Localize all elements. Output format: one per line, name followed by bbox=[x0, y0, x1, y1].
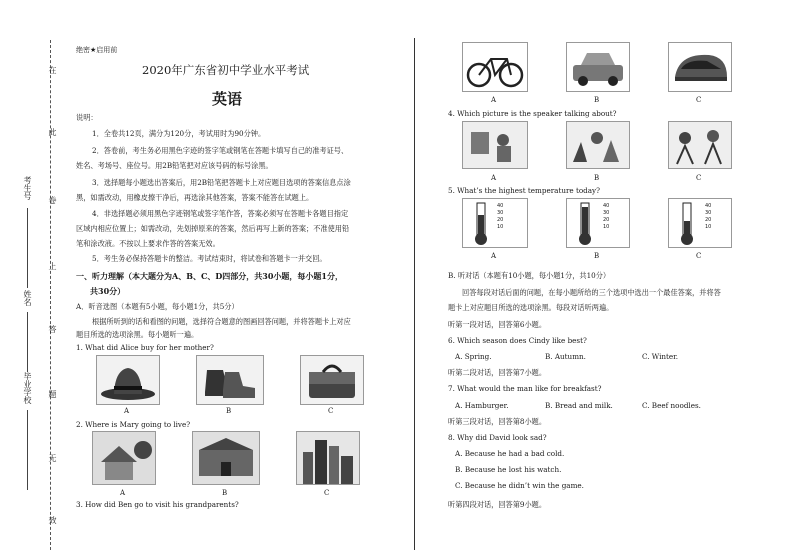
option-label: C bbox=[696, 174, 702, 182]
bag-image bbox=[300, 355, 364, 405]
taxi-image bbox=[566, 42, 630, 92]
option-label: A bbox=[491, 96, 497, 104]
part1-heading: 一、听力理解（本大题分为A、B、C、D四部分，共30小题，每小题1分， bbox=[76, 271, 343, 281]
thermo-mark: 10 bbox=[497, 224, 504, 230]
sectionA-desc: 题目所选的选项涂黑。每小题听一遍。 bbox=[76, 330, 199, 339]
subject-title: 英语 bbox=[212, 90, 243, 108]
school-image bbox=[192, 431, 260, 485]
option-label: B bbox=[594, 252, 600, 260]
city-image bbox=[296, 431, 360, 485]
binding-mark: 题 bbox=[48, 390, 57, 398]
exam-title: 2020年广东省初中学业水平考试 bbox=[142, 63, 310, 77]
option-label: B bbox=[222, 489, 228, 497]
option-label: B bbox=[226, 407, 232, 415]
q6-option: A. Spring. bbox=[455, 352, 492, 361]
part1-heading-2: 共30分） bbox=[90, 286, 126, 296]
dialogue-instruction: 听第二段对话，回答第7小题。 bbox=[448, 368, 547, 377]
option-label: B bbox=[594, 96, 600, 104]
sectionB-desc: 题卡上对应题目所选的选项涂黑。每段对话听两遍。 bbox=[448, 303, 614, 312]
q6-option: C. Winter. bbox=[642, 352, 679, 361]
sectionA-desc: 根据所听到的话和看图的问题，选择符合题意的图画回答问题，并将答题卡上对应 bbox=[92, 317, 351, 326]
binding-mark: 此 bbox=[48, 128, 57, 136]
question-5: 5. What’s the highest temperature today? bbox=[448, 186, 600, 195]
question-1: 1. What did Alice buy for her mother? bbox=[76, 343, 214, 352]
thermo-mark: 40 bbox=[705, 203, 712, 209]
thermo-mark: 20 bbox=[705, 217, 712, 223]
option-label: C bbox=[696, 96, 702, 104]
instruction-line: 黑，如需改动，用橡皮擦干净后，再选涂其他答案，答案不能答在试题上。 bbox=[76, 193, 314, 202]
q7-option: B. Bread and milk. bbox=[545, 401, 613, 410]
instruction-line: 3．选择题每小题选出答案后，用2B铅笔把答题卡上对应题目选项的答案信息点涂 bbox=[92, 178, 351, 187]
option-label: C bbox=[324, 489, 330, 497]
sectionB-desc: 回答每段对话后面的问题，在每小题所给的三个选项中选出一个最佳答案，并将答 bbox=[462, 288, 721, 297]
school-field bbox=[27, 410, 28, 490]
dialogue-instruction: 听第一段对话，回答第6小题。 bbox=[448, 320, 547, 329]
thermo-mark: 10 bbox=[705, 224, 712, 230]
question-4: 4. Which picture is the speaker talking about? bbox=[448, 109, 617, 118]
instruction-line: 1．全卷共12页，满分为120分，考试用时为90分钟。 bbox=[92, 129, 266, 138]
thermo-mark: 10 bbox=[603, 224, 610, 230]
option-label: C bbox=[328, 407, 334, 415]
sectionB-heading: B. 听对话（本题有10小题，每小题1分，共10分） bbox=[448, 271, 611, 280]
option-label: B bbox=[594, 174, 600, 182]
thermo-mark: 20 bbox=[497, 217, 504, 223]
question-6: 6. Which season does Cindy like best? bbox=[448, 336, 587, 345]
thermometer-a-image bbox=[462, 198, 528, 248]
binding-mark: 上 bbox=[48, 262, 57, 270]
q8-option: C. Because he didn’t win the game. bbox=[455, 481, 584, 490]
exam-no-label: 考生号 bbox=[23, 176, 32, 200]
train-image bbox=[668, 42, 732, 92]
thermometer-c-image bbox=[668, 198, 732, 248]
question-8: 8. Why did David look sad? bbox=[448, 433, 547, 442]
instruction-line: 2．答卷前，考生务必用黑色字迹的签字笔或钢笔在答题卡填写自己的准考证号、 bbox=[92, 146, 349, 155]
house-image bbox=[92, 431, 156, 485]
instruction-line: 姓名、考场号、座位号。用2B铅笔把对应该号码的标号涂黑。 bbox=[76, 161, 273, 170]
name-label: 姓名 bbox=[23, 290, 32, 306]
thermo-mark: 30 bbox=[497, 210, 504, 216]
option-label: A bbox=[124, 407, 130, 415]
instruction-line: 4．非选择题必须用黑色字迹钢笔或签字笔作答，答案必须写在答题卡各题目指定 bbox=[92, 209, 349, 218]
dialogue-instruction: 听第四段对话，回答第9小题。 bbox=[448, 500, 547, 509]
binding-mark: 效 bbox=[48, 516, 57, 524]
bicycle-image bbox=[462, 42, 528, 92]
binding-line bbox=[50, 40, 51, 550]
q8-option: A. Because he had a bad cold. bbox=[455, 449, 565, 458]
binding-mark: 卷 bbox=[48, 196, 57, 204]
question-2: 2. Where is Mary going to live? bbox=[76, 420, 191, 429]
name-field bbox=[27, 312, 28, 372]
scene-b-image bbox=[566, 121, 630, 169]
scene-a-image bbox=[462, 121, 528, 169]
hat-image bbox=[96, 355, 160, 405]
thermometer-b-image bbox=[566, 198, 630, 248]
thermo-mark: 40 bbox=[603, 203, 610, 209]
thermo-mark: 40 bbox=[497, 203, 504, 209]
sectionA-heading: A．听音选图（本题有5小题，每小题1分，共5分） bbox=[76, 302, 239, 311]
binding-mark: 无 bbox=[48, 454, 57, 462]
secret-label: 绝密★启用前 bbox=[76, 46, 118, 54]
q7-option: C. Beef noodles. bbox=[642, 401, 701, 410]
scene-c-image bbox=[668, 121, 732, 169]
instruction-line: 笔和涂改液。不按以上要求作答的答案无效。 bbox=[76, 239, 220, 248]
binding-mark: 答 bbox=[48, 325, 57, 333]
column-divider bbox=[414, 38, 415, 550]
q8-option: B. Because he lost his watch. bbox=[455, 465, 562, 474]
binding-mark: 在 bbox=[48, 66, 57, 74]
question-7: 7. What would the man like for breakfast? bbox=[448, 384, 602, 393]
instruction-line: 区域内相应位置上；如需改动，先划掉原来的答案，然后再写上新的答案；不准使用铅 bbox=[76, 224, 350, 233]
school-label: 毕业学校 bbox=[23, 372, 32, 404]
option-label: A bbox=[120, 489, 126, 497]
dialogue-instruction: 听第三段对话，回答第8小题。 bbox=[448, 417, 547, 426]
exam-no-field bbox=[27, 208, 28, 288]
option-label: C bbox=[696, 252, 702, 260]
option-label: A bbox=[491, 174, 497, 182]
instruction-line: 5．考生务必保持答题卡的整洁。考试结束时，将试卷和答题卡一并交回。 bbox=[92, 254, 327, 263]
option-label: A bbox=[491, 252, 497, 260]
thermo-mark: 20 bbox=[603, 217, 610, 223]
thermo-mark: 30 bbox=[603, 210, 610, 216]
question-3: 3. How did Ben go to visit his grandparents? bbox=[76, 500, 239, 509]
instructions-heading: 说明： bbox=[76, 113, 98, 122]
q6-option: B. Autumn. bbox=[545, 352, 586, 361]
shoes-image bbox=[196, 355, 264, 405]
q7-option: A. Hamburger. bbox=[455, 401, 509, 410]
thermo-mark: 30 bbox=[705, 210, 712, 216]
